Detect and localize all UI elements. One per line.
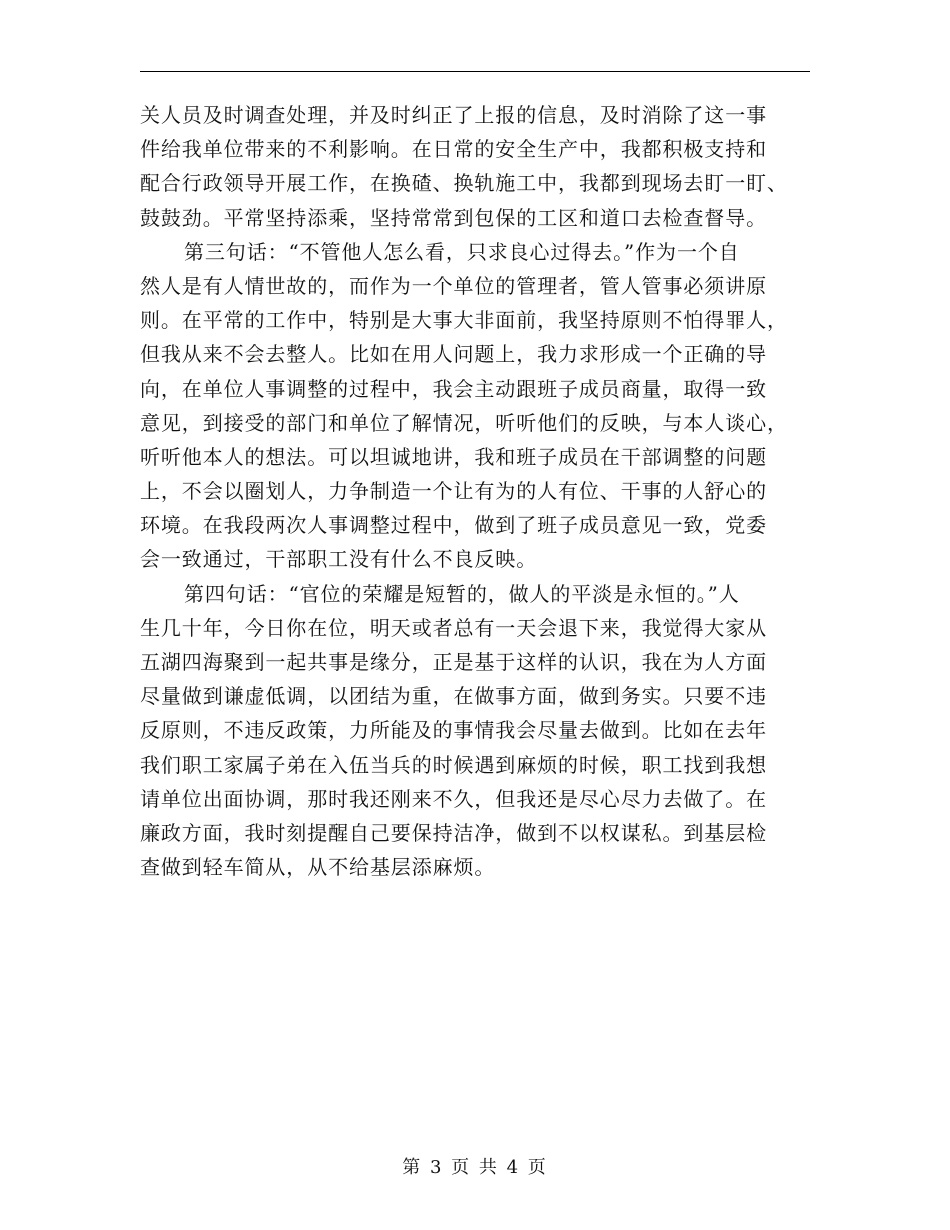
text-line: 听听他本人的想法。可以坦诚地讲，我和班子成员在干部调整的问题 <box>140 444 767 469</box>
text-line: 我们职工家属子弟在入伍当兵的时候遇到麻烦的时候，职工找到我想 <box>140 752 767 777</box>
text-line: 然人是有人情世故的，而作为一个单位的管理者，管人管事必须讲原 <box>140 273 767 298</box>
text-line: 五湖四海聚到一起共事是缘分，正是基于这样的认识，我在为人方面 <box>140 650 767 674</box>
text-line: 鼓鼓劲。平常坚持添乘，坚持常常到包保的工区和道口去检查督导。 <box>140 205 767 230</box>
header-rule <box>140 71 810 72</box>
text-line: 会一致通过，干部职工没有什么不良反映。 <box>140 547 538 572</box>
text-line: 关人员及时调查处理，并及时纠正了上报的信息，及时消除了这一事 <box>140 103 767 127</box>
text-line: 尽量做到谦虚低调，以团结为重，在做事方面，做到务实。只要不违 <box>140 684 767 709</box>
text-line: 查做到轻车简从，从不给基层添麻烦。 <box>140 855 496 880</box>
text-line: 第三句话：“不管他人怎么看，只求良心过得去。”作为一个自 <box>184 239 740 264</box>
document-body <box>140 98 810 884</box>
text-line: 第四句话：“官位的荣耀是短暂的，做人的平淡是永恒的。”人 <box>184 581 740 606</box>
text-line: 廉政方面，我时刻提醒自己要保持洁净，做到不以权谋私。到基层检 <box>140 820 767 845</box>
text-line: 意见，到接受的部门和单位了解情况，听听他们的反映，与本人谈心， <box>140 410 788 435</box>
text-line: 向，在单位人事调整的过程中，我会主动跟班子成员商量，取得一致 <box>140 376 767 401</box>
text-line: 件给我单位带来的不利影响。在日常的安全生产中，我都积极支持和 <box>140 137 767 162</box>
text-line: 生几十年，今日你在位，明天或者总有一天会退下来，我觉得大家从 <box>140 615 767 640</box>
text-line: 反原则，不违反政策，力所能及的事情我会尽量去做到。比如在去年 <box>140 718 767 743</box>
text-line: 但我从来不会去整人。比如在用人问题上，我力求形成一个正确的导 <box>140 342 767 367</box>
text-line: 请单位出面协调，那时我还刚来不久，但我还是尽心尽力去做了。在 <box>140 786 767 811</box>
page-number-footer: 第 3 页 共 4 页 <box>402 1157 548 1178</box>
text-line: 则。在平常的工作中，特别是大事大非面前，我坚持原则不怕得罪人， <box>140 308 788 333</box>
text-line: 环境。在我段两次人事调整过程中，做到了班子成员意见一致，党委 <box>140 513 767 538</box>
text-line: 配合行政领导开展工作，在换碴、换轨施工中，我都到现场去盯一盯、 <box>140 171 788 196</box>
text-line: 上，不会以圈划人，力争制造一个让有为的人有位、干事的人舒心的 <box>140 479 767 504</box>
